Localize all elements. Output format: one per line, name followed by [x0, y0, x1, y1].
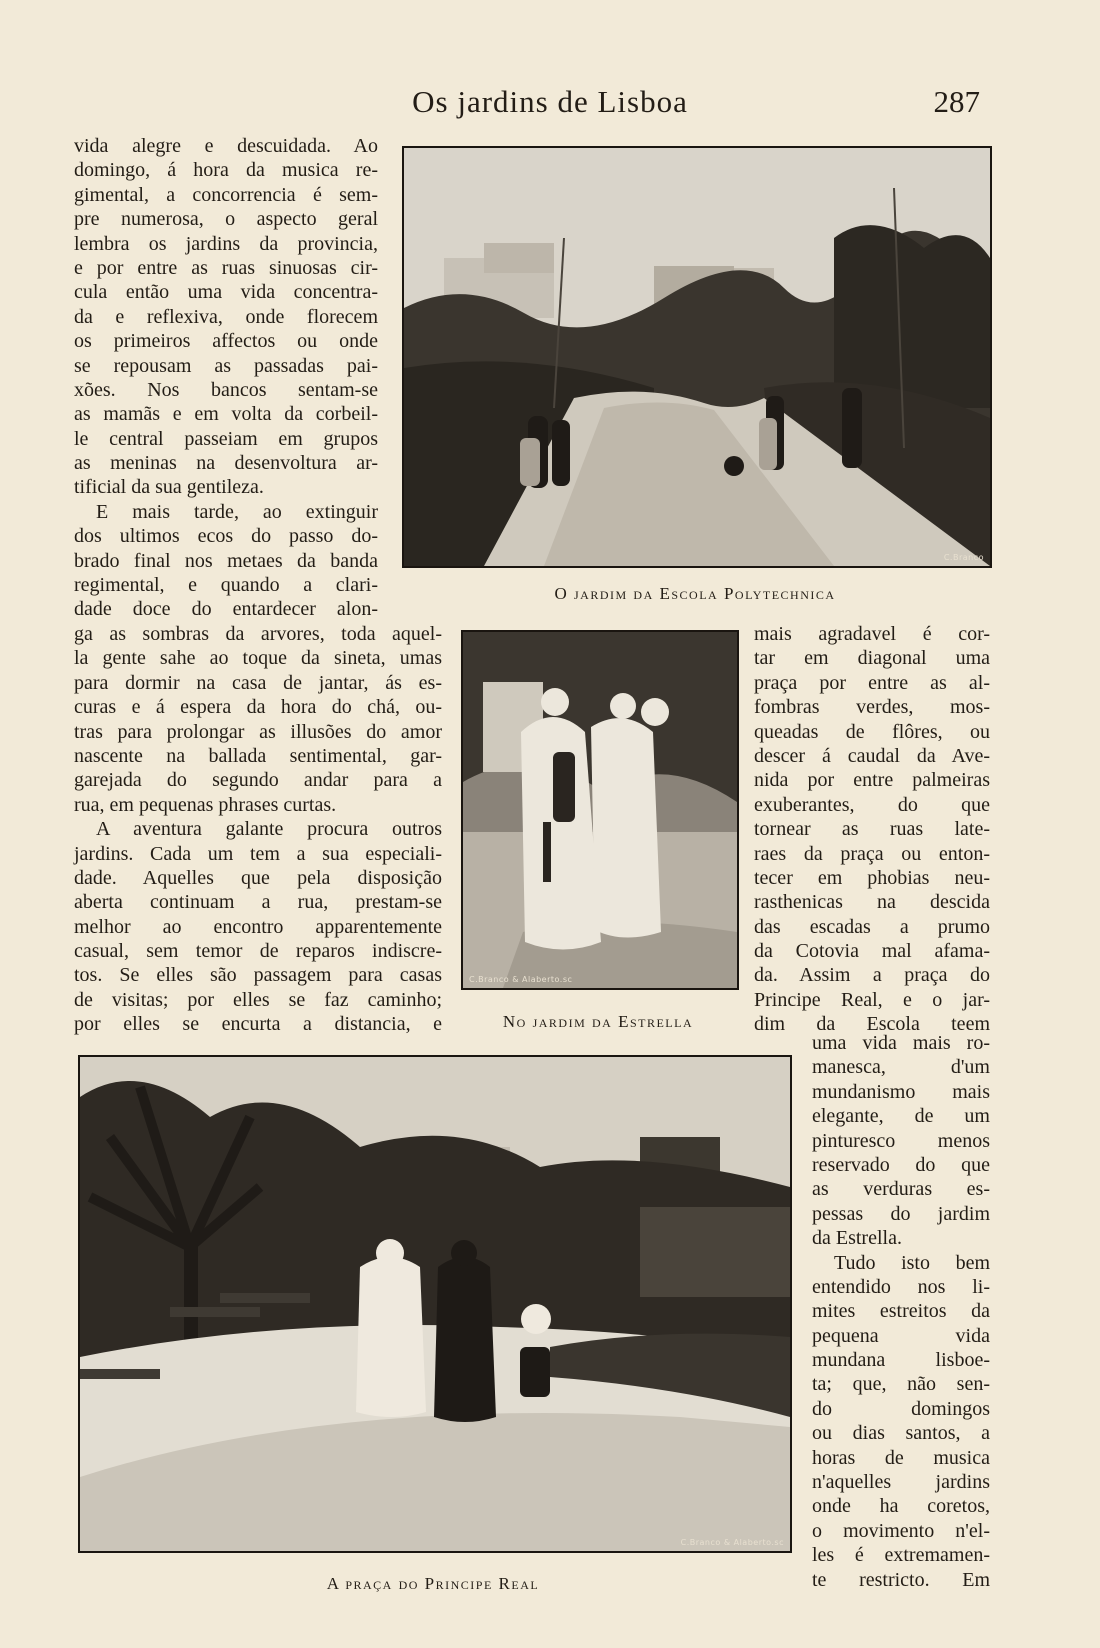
text-line: fombras verdes, mos-	[754, 696, 990, 719]
text-line: raes da praça ou enton-	[754, 842, 990, 865]
text-line: cula então uma vida concentra-	[74, 281, 378, 304]
text-line: pessas do jardim	[812, 1202, 990, 1225]
text-line: garejada do segundo andar para a	[74, 769, 442, 792]
text-line: mundanismo mais	[812, 1080, 990, 1103]
text-line: mais agradavel é cor-	[754, 623, 990, 645]
page-title: Os jardins de Lisboa	[412, 84, 688, 119]
text-line: mundana lisboe-	[812, 1349, 990, 1372]
text-line: ta; que, não sen-	[812, 1373, 990, 1396]
text-line: rasthenicas na descida	[754, 891, 990, 914]
text-line: regimental, e quando a clari-	[74, 574, 378, 597]
text-line: mites estreitos da	[812, 1300, 990, 1323]
photo-jardim-estrella	[461, 630, 739, 990]
text-line: onde ha coretos,	[812, 1495, 990, 1518]
text-line: nida por entre palmeiras	[754, 769, 990, 792]
text-line: ga as sombras da arvores, toda aquel-	[74, 623, 442, 645]
text-line: tificial da sua gentileza.	[74, 476, 264, 499]
text-line: Tudo isto bem	[834, 1251, 990, 1274]
text-line: as mamãs e em volta da corbeil-	[74, 403, 378, 426]
text-line: aberta continuam a rua, prestam-se	[74, 891, 442, 914]
text-line: descer á caudal da Ave-	[754, 744, 990, 767]
text-line: do domingos	[812, 1397, 990, 1420]
text-line: curas e á espera da hora do chá, ou-	[74, 696, 442, 719]
text-line: da. Assim a praça do	[754, 964, 990, 987]
text-line: queadas de flôres, ou	[754, 720, 990, 743]
photo-praca-principe-real	[78, 1055, 792, 1553]
text-line: pequena vida	[812, 1324, 990, 1347]
text-line: n'aquelles jardins	[812, 1471, 990, 1494]
text-line: se repousam as passadas pai-	[74, 354, 378, 377]
photo-credit: C.Branco	[943, 553, 984, 562]
text-line: para dormir na casa de jantar, ás es-	[74, 671, 442, 694]
text-line: da e reflexiva, onde florecem	[74, 305, 378, 328]
photo-credit: C.Branco & Alaberto.sc	[469, 975, 573, 984]
text-line: as verduras es-	[812, 1178, 990, 1201]
photo-escola-polytechnica	[402, 146, 992, 568]
page-number: 287	[933, 84, 980, 119]
caption-escola-polytechnica: O jardim da Escola Polytechnica	[554, 584, 836, 603]
text-column-left-wide	[74, 622, 442, 1037]
text-line: horas de musica	[812, 1446, 990, 1469]
text-line: pre numerosa, o aspecto geral	[74, 208, 378, 231]
text-line: gimental, a concorrencia é sem-	[74, 183, 378, 206]
text-line: uma vida mais ro-	[812, 1032, 990, 1054]
text-line: nascente na ballada sentimental, gar-	[74, 744, 442, 767]
text-line: reservado do que	[812, 1153, 990, 1176]
photo-jardim-estrella-image	[463, 632, 737, 988]
text-line: rua, em pequenas phrases curtas.	[74, 793, 337, 816]
text-line: dade. Aquelles que pela disposição	[74, 866, 442, 889]
text-line: pinturesco menos	[812, 1129, 990, 1152]
text-line: vida alegre e descuidada. Ao	[74, 135, 378, 157]
text-line: Principe Real, e o jar-	[754, 988, 990, 1011]
text-line: les é extremamen-	[812, 1544, 990, 1567]
text-column-right-upper	[754, 622, 990, 1037]
text-line: exuberantes, do que	[754, 793, 990, 816]
text-line: xões. Nos bancos sentam-se	[74, 378, 378, 401]
text-line: tornear as ruas late-	[754, 818, 990, 841]
text-column-right-lower	[812, 1031, 990, 1592]
text-line: brado final nos metaes da banda	[74, 549, 378, 572]
text-line: melhor ao encontro apparentemente	[74, 915, 442, 938]
text-line: por elles se encurta a distancia, e	[74, 1013, 442, 1036]
text-line: das escadas a prumo	[754, 915, 990, 938]
text-line: domingo, á hora da musica re-	[74, 159, 378, 182]
text-line: os primeiros affectos ou onde	[74, 330, 378, 353]
text-line: te restricto. Em	[812, 1568, 990, 1591]
text-line: e por entre as ruas sinuosas cir-	[74, 256, 378, 279]
text-line: de visitas; por elles se faz caminho;	[74, 988, 442, 1011]
caption-jardim-estrella: No jardim da Estrella	[502, 1012, 694, 1031]
text-line: as meninas na desenvoltura ar-	[74, 452, 378, 475]
text-line: manesca, d'um	[812, 1056, 990, 1079]
text-line: E mais tarde, ao extinguir	[96, 500, 378, 523]
photo-praca-principe-real-image	[80, 1057, 790, 1551]
text-line: tos. Se elles são passagem para casas	[74, 964, 442, 987]
text-line: le central passeiam em grupos	[74, 427, 378, 450]
text-line: entendido nos li-	[812, 1275, 990, 1298]
text-line: ou dias santos, a	[812, 1422, 990, 1445]
text-line: tras para prolongar as illusões do amor	[74, 720, 442, 743]
text-line: dos ultimos ecos do passo do-	[74, 525, 378, 548]
text-line: dim da Escola teem	[754, 1013, 990, 1036]
text-line: elegante, de um	[812, 1105, 990, 1128]
text-line: dade doce do entardecer alon-	[74, 598, 378, 621]
text-column-left	[74, 134, 378, 622]
text-line: casual, sem temor de reparos indiscre-	[74, 940, 442, 963]
text-line: tar em diagonal uma	[754, 647, 990, 670]
text-line: lembra os jardins da provincia,	[74, 232, 378, 255]
text-line: la gente sahe ao toque da sineta, umas	[74, 647, 442, 670]
text-line: da Cotovia mal afama-	[754, 940, 990, 963]
text-line: jardins. Cada um tem a sua especiali-	[74, 842, 442, 865]
caption-praca-principe-real: A praça do Principe Real	[326, 1574, 540, 1593]
text-line: da Estrella.	[812, 1227, 902, 1250]
text-line: A aventura galante procura outros	[96, 818, 442, 841]
photo-escola-polytechnica-image	[404, 148, 990, 566]
text-line: praça por entre as al-	[754, 671, 990, 694]
text-line: tecer em phobias neu-	[754, 866, 990, 889]
photo-credit: C.Branco & Alaberto.sc	[680, 1538, 784, 1547]
text-line: o movimento n'el-	[812, 1519, 990, 1542]
